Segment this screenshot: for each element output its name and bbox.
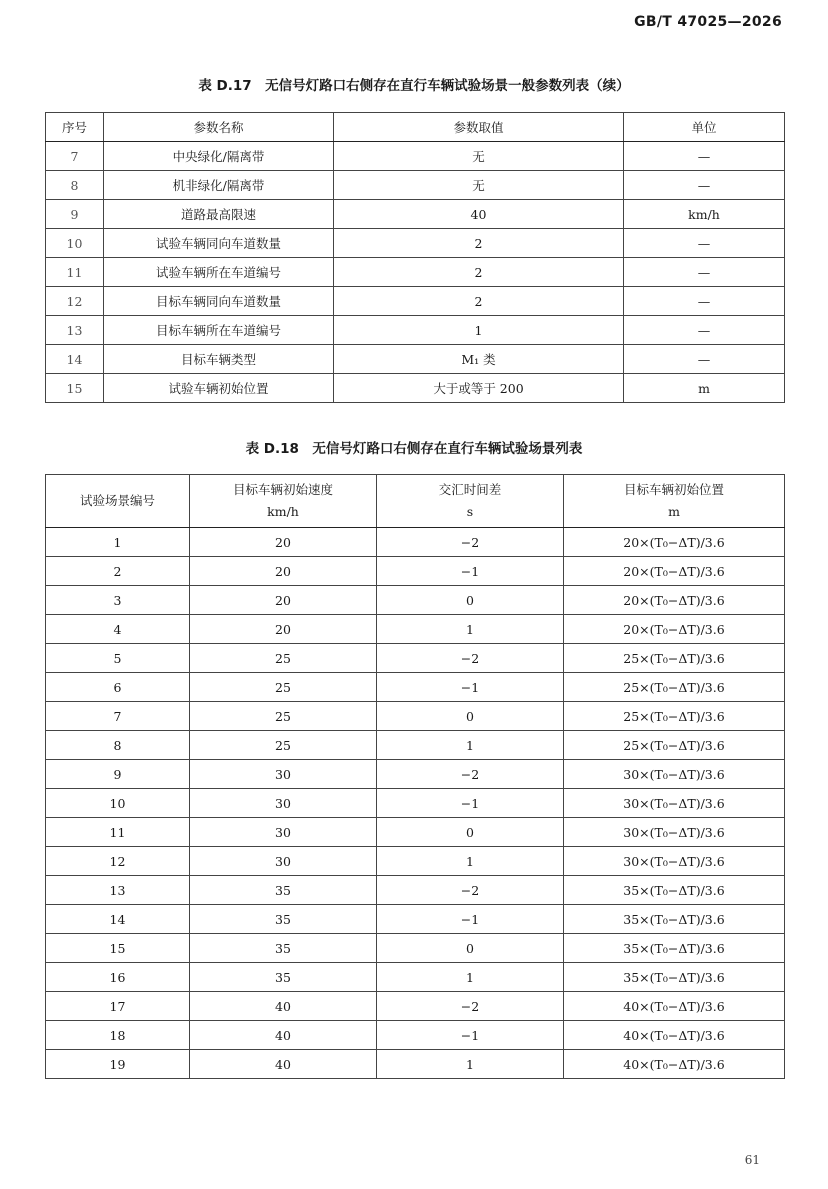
cell-time-diff: 1	[377, 731, 564, 760]
table-row	[46, 287, 785, 316]
cell-formula: 25×(T₀−ΔT)/3.6	[564, 702, 785, 731]
cell-param-value: M₁ 类	[334, 345, 624, 374]
cell-target-speed: 25	[190, 702, 377, 731]
table-row	[46, 702, 785, 731]
table-row	[46, 731, 785, 760]
cell-time-diff: 1	[377, 963, 564, 992]
cell-unit: —	[624, 287, 785, 316]
table-row	[46, 229, 785, 258]
cell-index: 13	[46, 316, 104, 345]
cell-index: 8	[46, 171, 104, 200]
column-header-param-value: 参数取值	[334, 113, 624, 142]
cell-formula: 20×(T₀−ΔT)/3.6	[564, 557, 785, 586]
cell-time-diff: −1	[377, 673, 564, 702]
table-row	[46, 316, 785, 345]
table-row	[46, 200, 785, 229]
page-number: 61	[744, 1153, 760, 1167]
cell-target-speed: 25	[190, 673, 377, 702]
table-row	[46, 615, 785, 644]
cell-target-speed: 35	[190, 905, 377, 934]
cell-time-diff: 0	[377, 934, 564, 963]
column-header-scenario-id	[46, 475, 190, 528]
cell-time-diff: −2	[377, 644, 564, 673]
cell-target-speed: 40	[190, 1050, 377, 1079]
cell-time-diff: −2	[377, 876, 564, 905]
column-header-target-position	[564, 475, 785, 528]
column-header-label: 目标车辆初始速度	[232, 482, 333, 497]
cell-scenario-id: 10	[46, 789, 190, 818]
cell-unit: —	[624, 171, 785, 200]
cell-unit: —	[624, 258, 785, 287]
standard-code: GB/T 47025—2026	[634, 14, 782, 30]
cell-scenario-id: 1	[46, 528, 190, 557]
cell-param-name: 试验车辆所在车道编号	[104, 258, 334, 287]
table-row	[46, 673, 785, 702]
table-row	[46, 374, 785, 403]
cell-formula: 35×(T₀−ΔT)/3.6	[564, 876, 785, 905]
table-row	[46, 905, 785, 934]
cell-target-speed: 35	[190, 963, 377, 992]
cell-target-speed: 40	[190, 992, 377, 1021]
cell-formula: 25×(T₀−ΔT)/3.6	[564, 644, 785, 673]
cell-target-speed: 20	[190, 615, 377, 644]
cell-formula: 30×(T₀−ΔT)/3.6	[564, 789, 785, 818]
table-d18	[45, 474, 785, 1079]
cell-param-value: 40	[334, 200, 624, 229]
table-row	[46, 258, 785, 287]
table-row	[46, 818, 785, 847]
cell-formula: 20×(T₀−ΔT)/3.6	[564, 528, 785, 557]
table-row	[46, 1021, 785, 1050]
cell-scenario-id: 5	[46, 644, 190, 673]
table-d18-caption: 表 D.18 无信号灯路口右侧存在直行车辆试验场景列表	[245, 441, 583, 457]
cell-index: 10	[46, 229, 104, 258]
cell-scenario-id: 9	[46, 760, 190, 789]
cell-target-speed: 20	[190, 528, 377, 557]
table-row	[46, 557, 785, 586]
cell-time-diff: −1	[377, 557, 564, 586]
column-header-index: 序号	[46, 113, 104, 142]
cell-time-diff: −2	[377, 760, 564, 789]
cell-formula: 35×(T₀−ΔT)/3.6	[564, 963, 785, 992]
cell-unit: —	[624, 345, 785, 374]
cell-scenario-id: 2	[46, 557, 190, 586]
column-header-target-speed	[190, 475, 377, 528]
cell-formula: 35×(T₀−ΔT)/3.6	[564, 905, 785, 934]
cell-scenario-id: 12	[46, 847, 190, 876]
cell-param-value: 2	[334, 229, 624, 258]
table-header-row	[46, 475, 785, 528]
cell-scenario-id: 7	[46, 702, 190, 731]
cell-param-name: 中央绿化/隔离带	[104, 142, 334, 171]
table-row	[46, 644, 785, 673]
cell-scenario-id: 11	[46, 818, 190, 847]
cell-scenario-id: 18	[46, 1021, 190, 1050]
cell-param-name: 道路最高限速	[104, 200, 334, 229]
cell-param-name: 目标车辆所在车道编号	[104, 316, 334, 345]
cell-param-value: 无	[334, 171, 624, 200]
cell-scenario-id: 17	[46, 992, 190, 1021]
cell-formula: 20×(T₀−ΔT)/3.6	[564, 586, 785, 615]
cell-scenario-id: 19	[46, 1050, 190, 1079]
cell-scenario-id: 15	[46, 934, 190, 963]
cell-index: 14	[46, 345, 104, 374]
cell-param-name: 试验车辆初始位置	[104, 374, 334, 403]
cell-index: 11	[46, 258, 104, 287]
cell-target-speed: 30	[190, 847, 377, 876]
cell-scenario-id: 16	[46, 963, 190, 992]
cell-index: 15	[46, 374, 104, 403]
cell-param-name: 机非绿化/隔离带	[104, 171, 334, 200]
cell-target-speed: 30	[190, 818, 377, 847]
column-header-unit: m	[668, 504, 680, 519]
cell-param-name: 目标车辆同向车道数量	[104, 287, 334, 316]
cell-param-value: 无	[334, 142, 624, 171]
cell-formula: 25×(T₀−ΔT)/3.6	[564, 673, 785, 702]
table-row	[46, 934, 785, 963]
cell-time-diff: −2	[377, 528, 564, 557]
cell-target-speed: 25	[190, 644, 377, 673]
table-row	[46, 142, 785, 171]
cell-target-speed: 35	[190, 876, 377, 905]
cell-target-speed: 35	[190, 934, 377, 963]
cell-time-diff: −1	[377, 905, 564, 934]
table-header-row	[46, 113, 785, 142]
table-row	[46, 586, 785, 615]
cell-target-speed: 30	[190, 789, 377, 818]
cell-formula: 30×(T₀−ΔT)/3.6	[564, 760, 785, 789]
cell-time-diff: 0	[377, 586, 564, 615]
cell-index: 9	[46, 200, 104, 229]
column-header-label: 目标车辆初始位置	[623, 482, 724, 497]
cell-target-speed: 40	[190, 1021, 377, 1050]
cell-unit: —	[624, 229, 785, 258]
cell-time-diff: 0	[377, 818, 564, 847]
column-header-param-name: 参数名称	[104, 113, 334, 142]
cell-index: 12	[46, 287, 104, 316]
cell-formula: 30×(T₀−ΔT)/3.6	[564, 847, 785, 876]
cell-param-value: 大于或等于 200	[334, 374, 624, 403]
cell-unit: —	[624, 142, 785, 171]
cell-time-diff: 1	[377, 847, 564, 876]
cell-scenario-id: 4	[46, 615, 190, 644]
table-row	[46, 876, 785, 905]
cell-param-value: 2	[334, 258, 624, 287]
cell-formula: 35×(T₀−ΔT)/3.6	[564, 934, 785, 963]
cell-unit: —	[624, 316, 785, 345]
cell-scenario-id: 14	[46, 905, 190, 934]
table-d17-caption: 表 D.17 无信号灯路口右侧存在直行车辆试验场景一般参数列表（续）	[198, 78, 630, 94]
cell-target-speed: 25	[190, 731, 377, 760]
cell-formula: 20×(T₀−ΔT)/3.6	[564, 615, 785, 644]
cell-scenario-id: 3	[46, 586, 190, 615]
cell-scenario-id: 6	[46, 673, 190, 702]
cell-scenario-id: 13	[46, 876, 190, 905]
cell-scenario-id: 8	[46, 731, 190, 760]
cell-unit: m	[624, 374, 785, 403]
cell-formula: 40×(T₀−ΔT)/3.6	[564, 1021, 785, 1050]
column-header-unit: 单位	[624, 113, 785, 142]
table-row	[46, 760, 785, 789]
table-row	[46, 963, 785, 992]
table-row	[46, 171, 785, 200]
cell-index: 7	[46, 142, 104, 171]
cell-time-diff: 1	[377, 1050, 564, 1079]
cell-formula: 25×(T₀−ΔT)/3.6	[564, 731, 785, 760]
cell-param-name: 目标车辆类型	[104, 345, 334, 374]
column-header-unit: s	[466, 504, 474, 519]
column-header-label: 交汇时间差	[438, 482, 502, 497]
cell-param-name: 试验车辆同向车道数量	[104, 229, 334, 258]
table-row	[46, 992, 785, 1021]
cell-unit: km/h	[624, 200, 785, 229]
table-row	[46, 847, 785, 876]
cell-formula: 30×(T₀−ΔT)/3.6	[564, 818, 785, 847]
column-header-unit: km/h	[267, 504, 299, 519]
cell-param-value: 1	[334, 316, 624, 345]
table-row	[46, 528, 785, 557]
cell-target-speed: 30	[190, 760, 377, 789]
cell-time-diff: −2	[377, 992, 564, 1021]
table-row	[46, 789, 785, 818]
cell-formula: 40×(T₀−ΔT)/3.6	[564, 992, 785, 1021]
table-d17	[45, 112, 785, 403]
cell-time-diff: 1	[377, 615, 564, 644]
cell-target-speed: 20	[190, 557, 377, 586]
cell-time-diff: 0	[377, 702, 564, 731]
cell-param-value: 2	[334, 287, 624, 316]
cell-time-diff: −1	[377, 789, 564, 818]
cell-target-speed: 20	[190, 586, 377, 615]
cell-formula: 40×(T₀−ΔT)/3.6	[564, 1050, 785, 1079]
column-header-time-diff	[377, 475, 564, 528]
cell-time-diff: −1	[377, 1021, 564, 1050]
table-row	[46, 345, 785, 374]
table-row	[46, 1050, 785, 1079]
column-header-label: 试验场景编号	[79, 493, 155, 508]
